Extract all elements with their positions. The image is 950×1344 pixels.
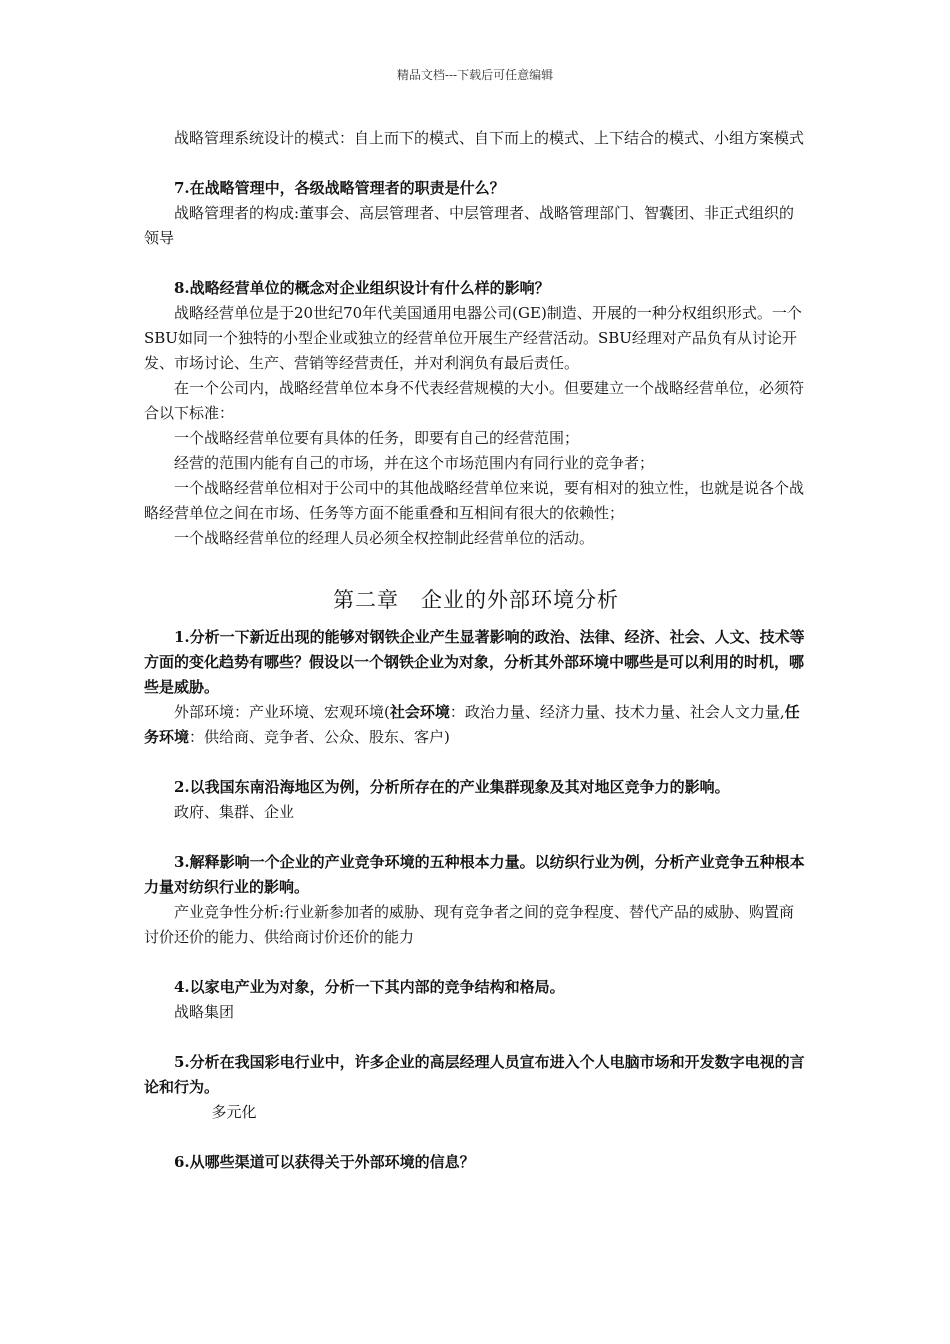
- answer-8-criterion-2: 经营的范围内能有自己的市场，并在这个市场范围内有同行业的竞争者；: [174, 454, 655, 472]
- question-8: 8.战略经营单位的概念对企业组织设计有什么样的影响？: [174, 279, 550, 297]
- chapter2-question-3: 3.解释影响一个企业的产业竞争环境的五种根本力量。以纺织行业为例，分析产业竞争五种根本力量对纺织行业的影响。: [144, 853, 805, 896]
- answer-1-prefix: 外部环境：产业环境、宏观环境(: [174, 703, 390, 721]
- chapter2-answer-3: 产业竞争性分析:行业新参加者的威胁、现有竞争者之间的竞争程度、替代产品的威胁、购置商讨价还价的能力、供给商讨价还价的能力: [144, 903, 795, 946]
- chapter-title: 第二章 企业的外部环境分析: [333, 588, 619, 612]
- chapter2-question-1: 1.分析一下新近出现的能够对钢铁企业产生显著影响的政治、法律、经济、社会、人文、技术等方面的变化趋势有哪些？假设以一个钢铁企业为对象，分析其外部环境中哪些是可以利用的时机，哪些是威胁。: [144, 628, 805, 696]
- answer-8-criterion-4: 一个战略经营单位的经理人员必须全权控制此经营单位的活动。: [174, 529, 595, 547]
- answer-8-paragraph-1: 战略经营单位是于20世纪70年代美国通用电器公司(GE)制造、开展的一种分权组织形式。一个SBU如同一个独特的小型企业或独立的经营单位开展生产经营活动。SBU经理对产品负有从讨论开发、市场讨论、生产、营销等经营责任，并对利润负有最后责任。: [144, 304, 802, 372]
- chapter2-question-2: 2.以我国东南沿海地区为例，分析所存在的产业集群现象及其对地区竞争力的影响。: [174, 778, 730, 796]
- chapter2-question-6: 6.从哪些渠道可以获得关于外部环境的信息？: [174, 1153, 475, 1171]
- chapter2-answer-4: 战略集团: [174, 1003, 235, 1021]
- answer-8-paragraph-2: 在一个公司内，战略经营单位本身不代表经营规模的大小。但要建立一个战略经营单位，必须符合以下标准：: [144, 379, 805, 422]
- paragraph-design-modes: 战略管理系统设计的模式：自上而下的模式、自下而上的模式、上下结合的模式、小组方案模式: [174, 129, 805, 147]
- chapter2-answer-5: 多元化: [211, 1103, 257, 1121]
- chapter2-answer-2: 政府、集群、企业: [174, 803, 295, 821]
- page-header: 精品文档---下载后可任意编辑: [396, 68, 554, 82]
- answer-8-criterion-1: 一个战略经营单位要有具体的任务，即要有自己的经营范围；: [174, 429, 580, 447]
- answer-8-criterion-3: 一个战略经营单位相对于公司中的其他战略经营单位来说，要有相对的独立性，也就是说各个战略经营单位之间在市场、任务等方面不能重叠和互相间有很大的依赖性；: [144, 479, 805, 522]
- document-body: [144, 126, 808, 1175]
- social-environment-text: ：政治力量、经济力量、技术力量、社会人文力量,: [449, 703, 785, 721]
- chapter2-answer-1: [144, 700, 808, 750]
- social-environment-label: 社会环境: [389, 703, 450, 721]
- task-environment-label: 任务环境: [144, 703, 800, 746]
- task-environment-text: ：供给商、竞争者、公众、股东、客户): [189, 728, 450, 746]
- answer-7: 战略管理者的构成:董事会、高层管理者、中层管理者、战略管理部门、智囊团、非正式组织的领导: [144, 204, 795, 247]
- chapter2-question-5: 5.分析在我国彩电行业中，许多企业的高层经理人员宣布进入个人电脑市场和开发数字电视的言论和行为。: [144, 1053, 805, 1096]
- question-7: 7.在战略管理中，各级战略管理者的职责是什么？: [174, 179, 505, 197]
- chapter2-question-4: 4.以家电产业为对象，分析一下其内部的竞争结构和格局。: [174, 978, 565, 996]
